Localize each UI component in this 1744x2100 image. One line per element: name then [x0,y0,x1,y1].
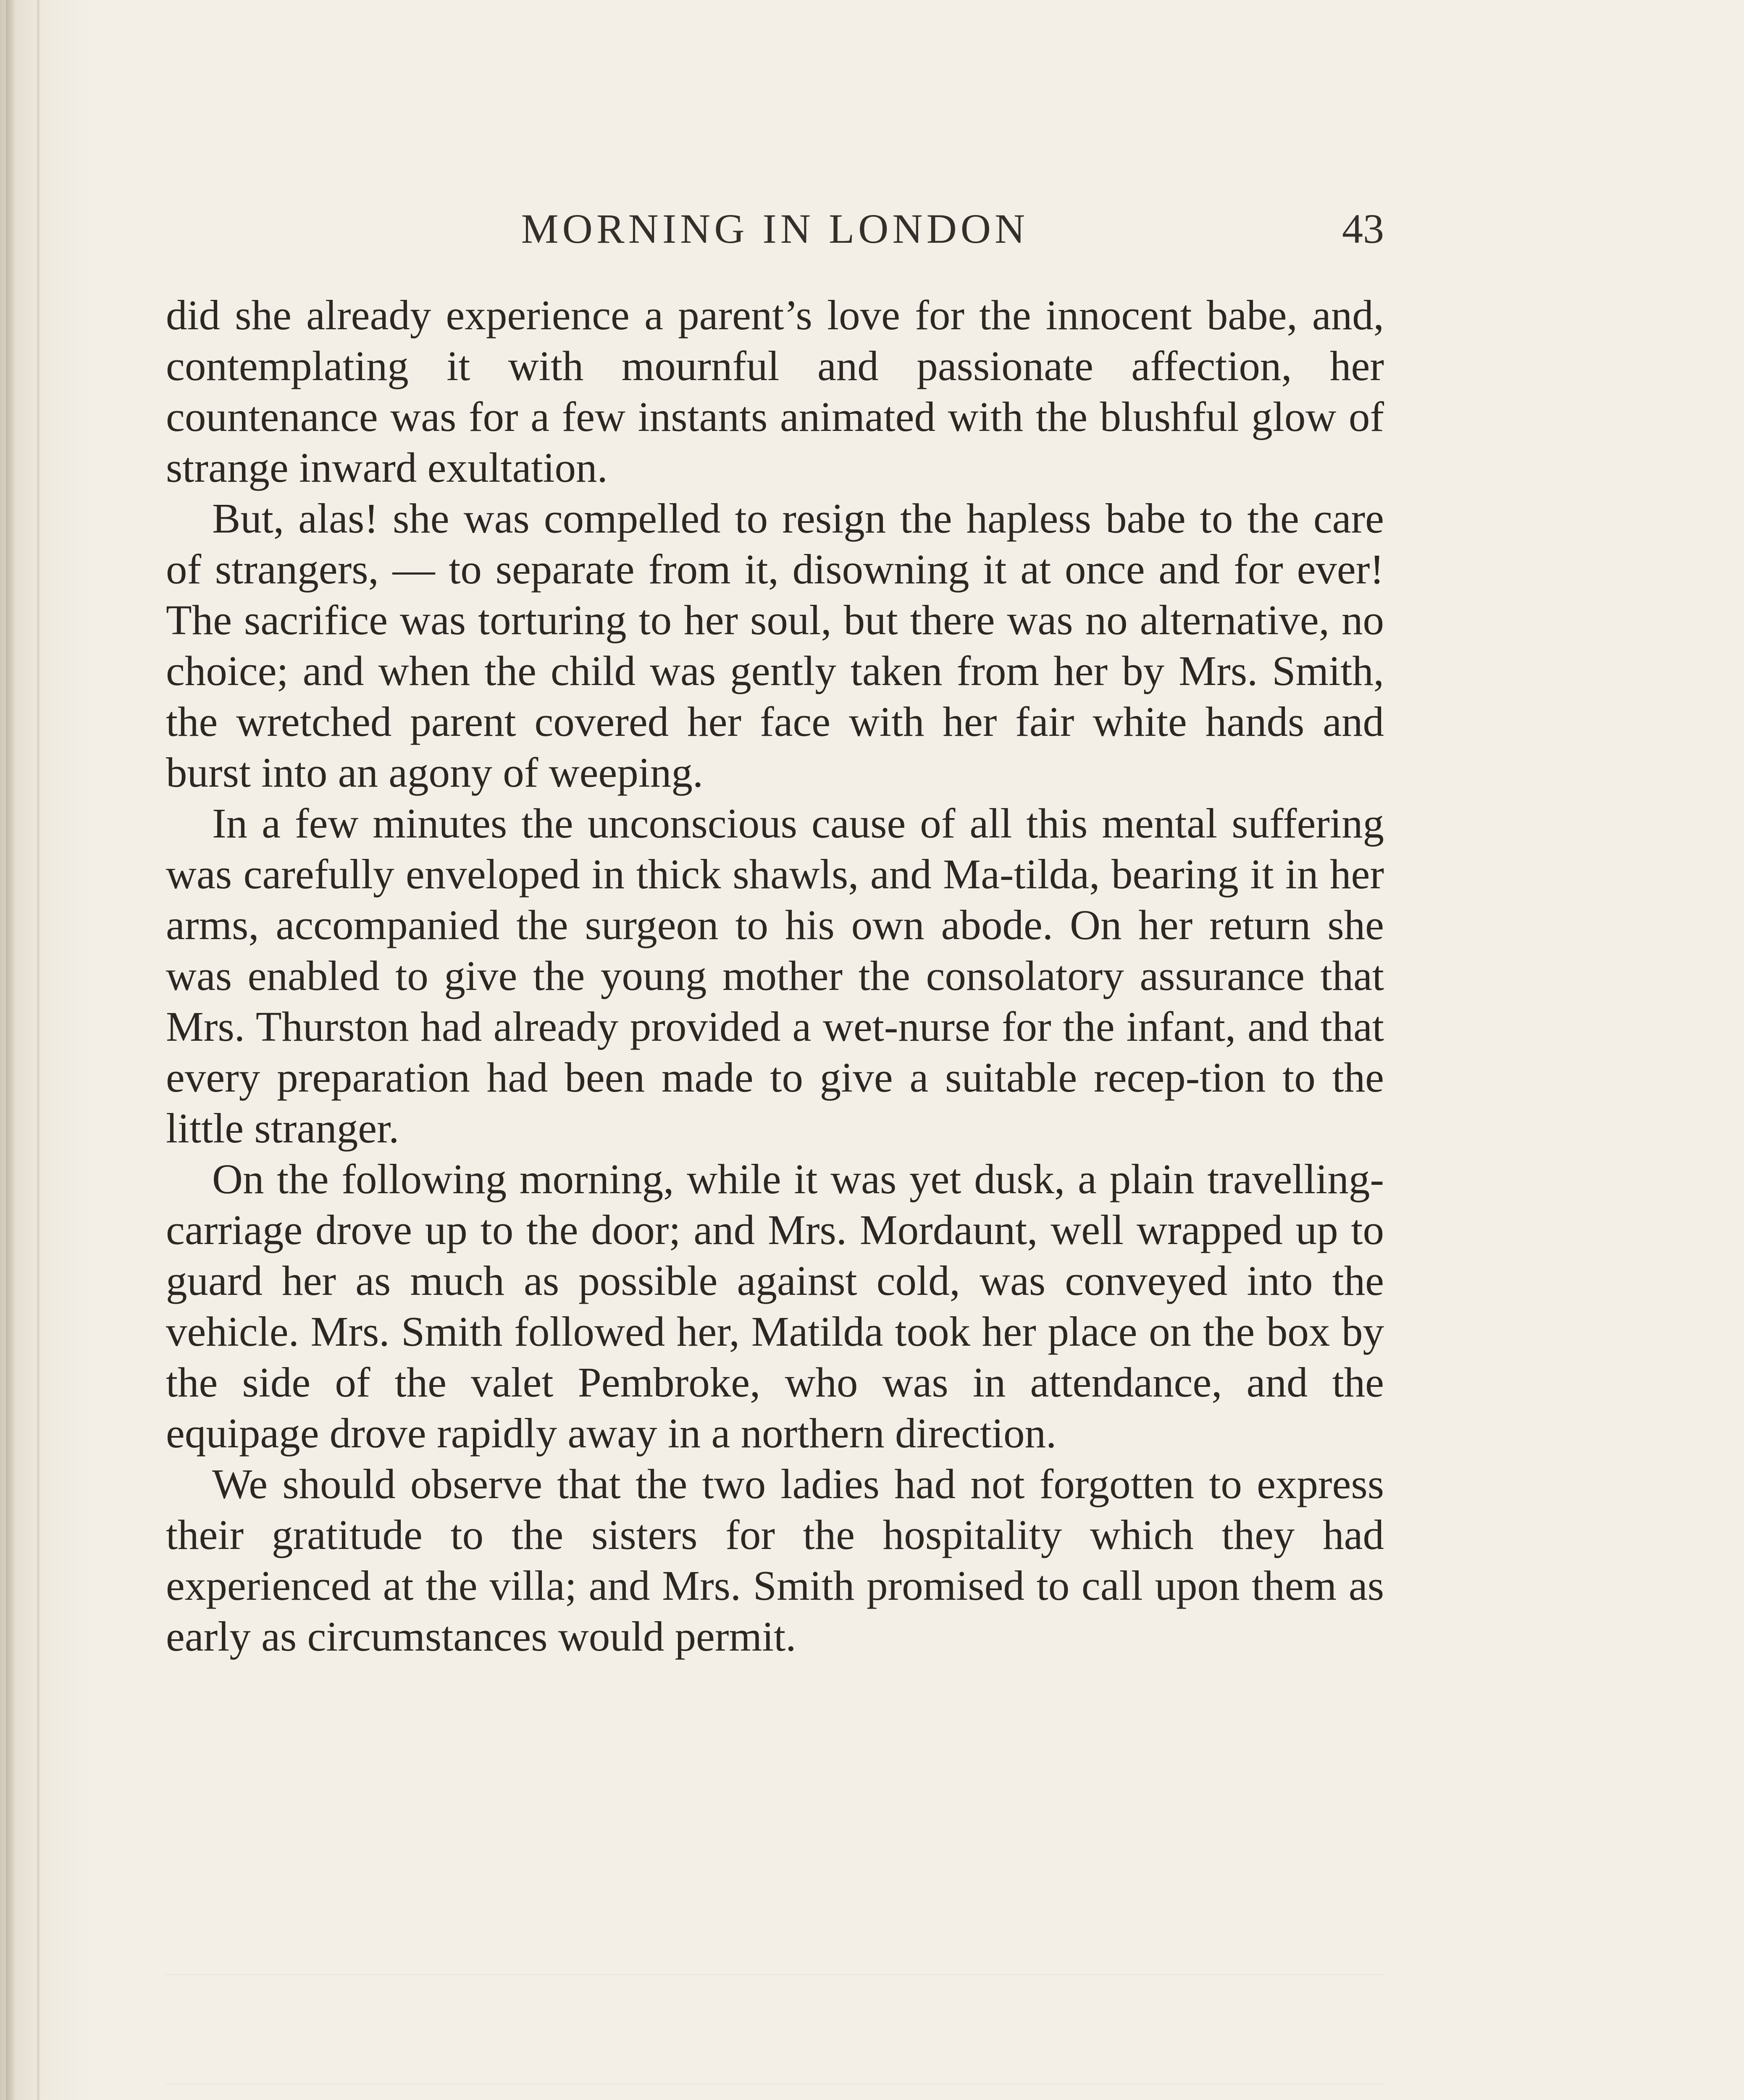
bleed-through-line [166,1974,1384,1975]
paragraph: On the following morning, while it was yet dusk, a plain travelling-carriage drove up to the door; and Mrs. Mordaunt, well wrapped up to guard her as much as possible against cold, was conveyed into the vehicle. Mrs. Smith followed her, Matilda took her place on the box by the side of the valet Pembroke, who was in attendance, and the equipage drove rapidly away in a northern direction. [166,1155,1384,1457]
paragraph: We should observe that the two ladies had not forgotten to express their gratitude to the sisters for the hospitality which they had experienced at the villa; and Mrs. Smith promised to call upon them as early as circumstances would permit. [166,1460,1384,1660]
page-number: 43 [1342,205,1384,252]
paragraph: But, alas! she was compelled to resign the hapless babe to the care of strangers, — to separate from it, disowning it at once and for ever! The sacrifice was torturing to her soul, but there was no alternative, no choice; and when the child was gently taken from her by Mrs. Smith, the wretched parent covered her face with her fair white hands and burst into an agony of weeping. [166,495,1384,796]
page-spine-edge [6,0,13,2100]
page-gutter-line [37,0,39,2100]
body-text [166,290,1384,1662]
running-title: MORNING IN LONDON [521,205,1029,252]
paragraph: did she already experience a parent’s love for the innocent babe, and, contemplating it with mournful and passionate affection, her countenance was for a few instants animated with the blushful glow of strange inward exultation. [166,291,1384,491]
page-header [166,197,1384,260]
bleed-through-line [166,2083,1384,2084]
paragraph: In a few minutes the unconscious cause of all this mental suffering was carefully enveloped in thick shawls, and Ma-tilda, bearing it in her arms, accompanied the surgeon to his own abode. On her return she was enabled to give the young mother the consolatory assurance that Mrs. Thurston had already provided a wet-nurse for the infant, and that every preparation had been made to give a suitable recep-tion to the little stranger. [166,800,1384,1152]
